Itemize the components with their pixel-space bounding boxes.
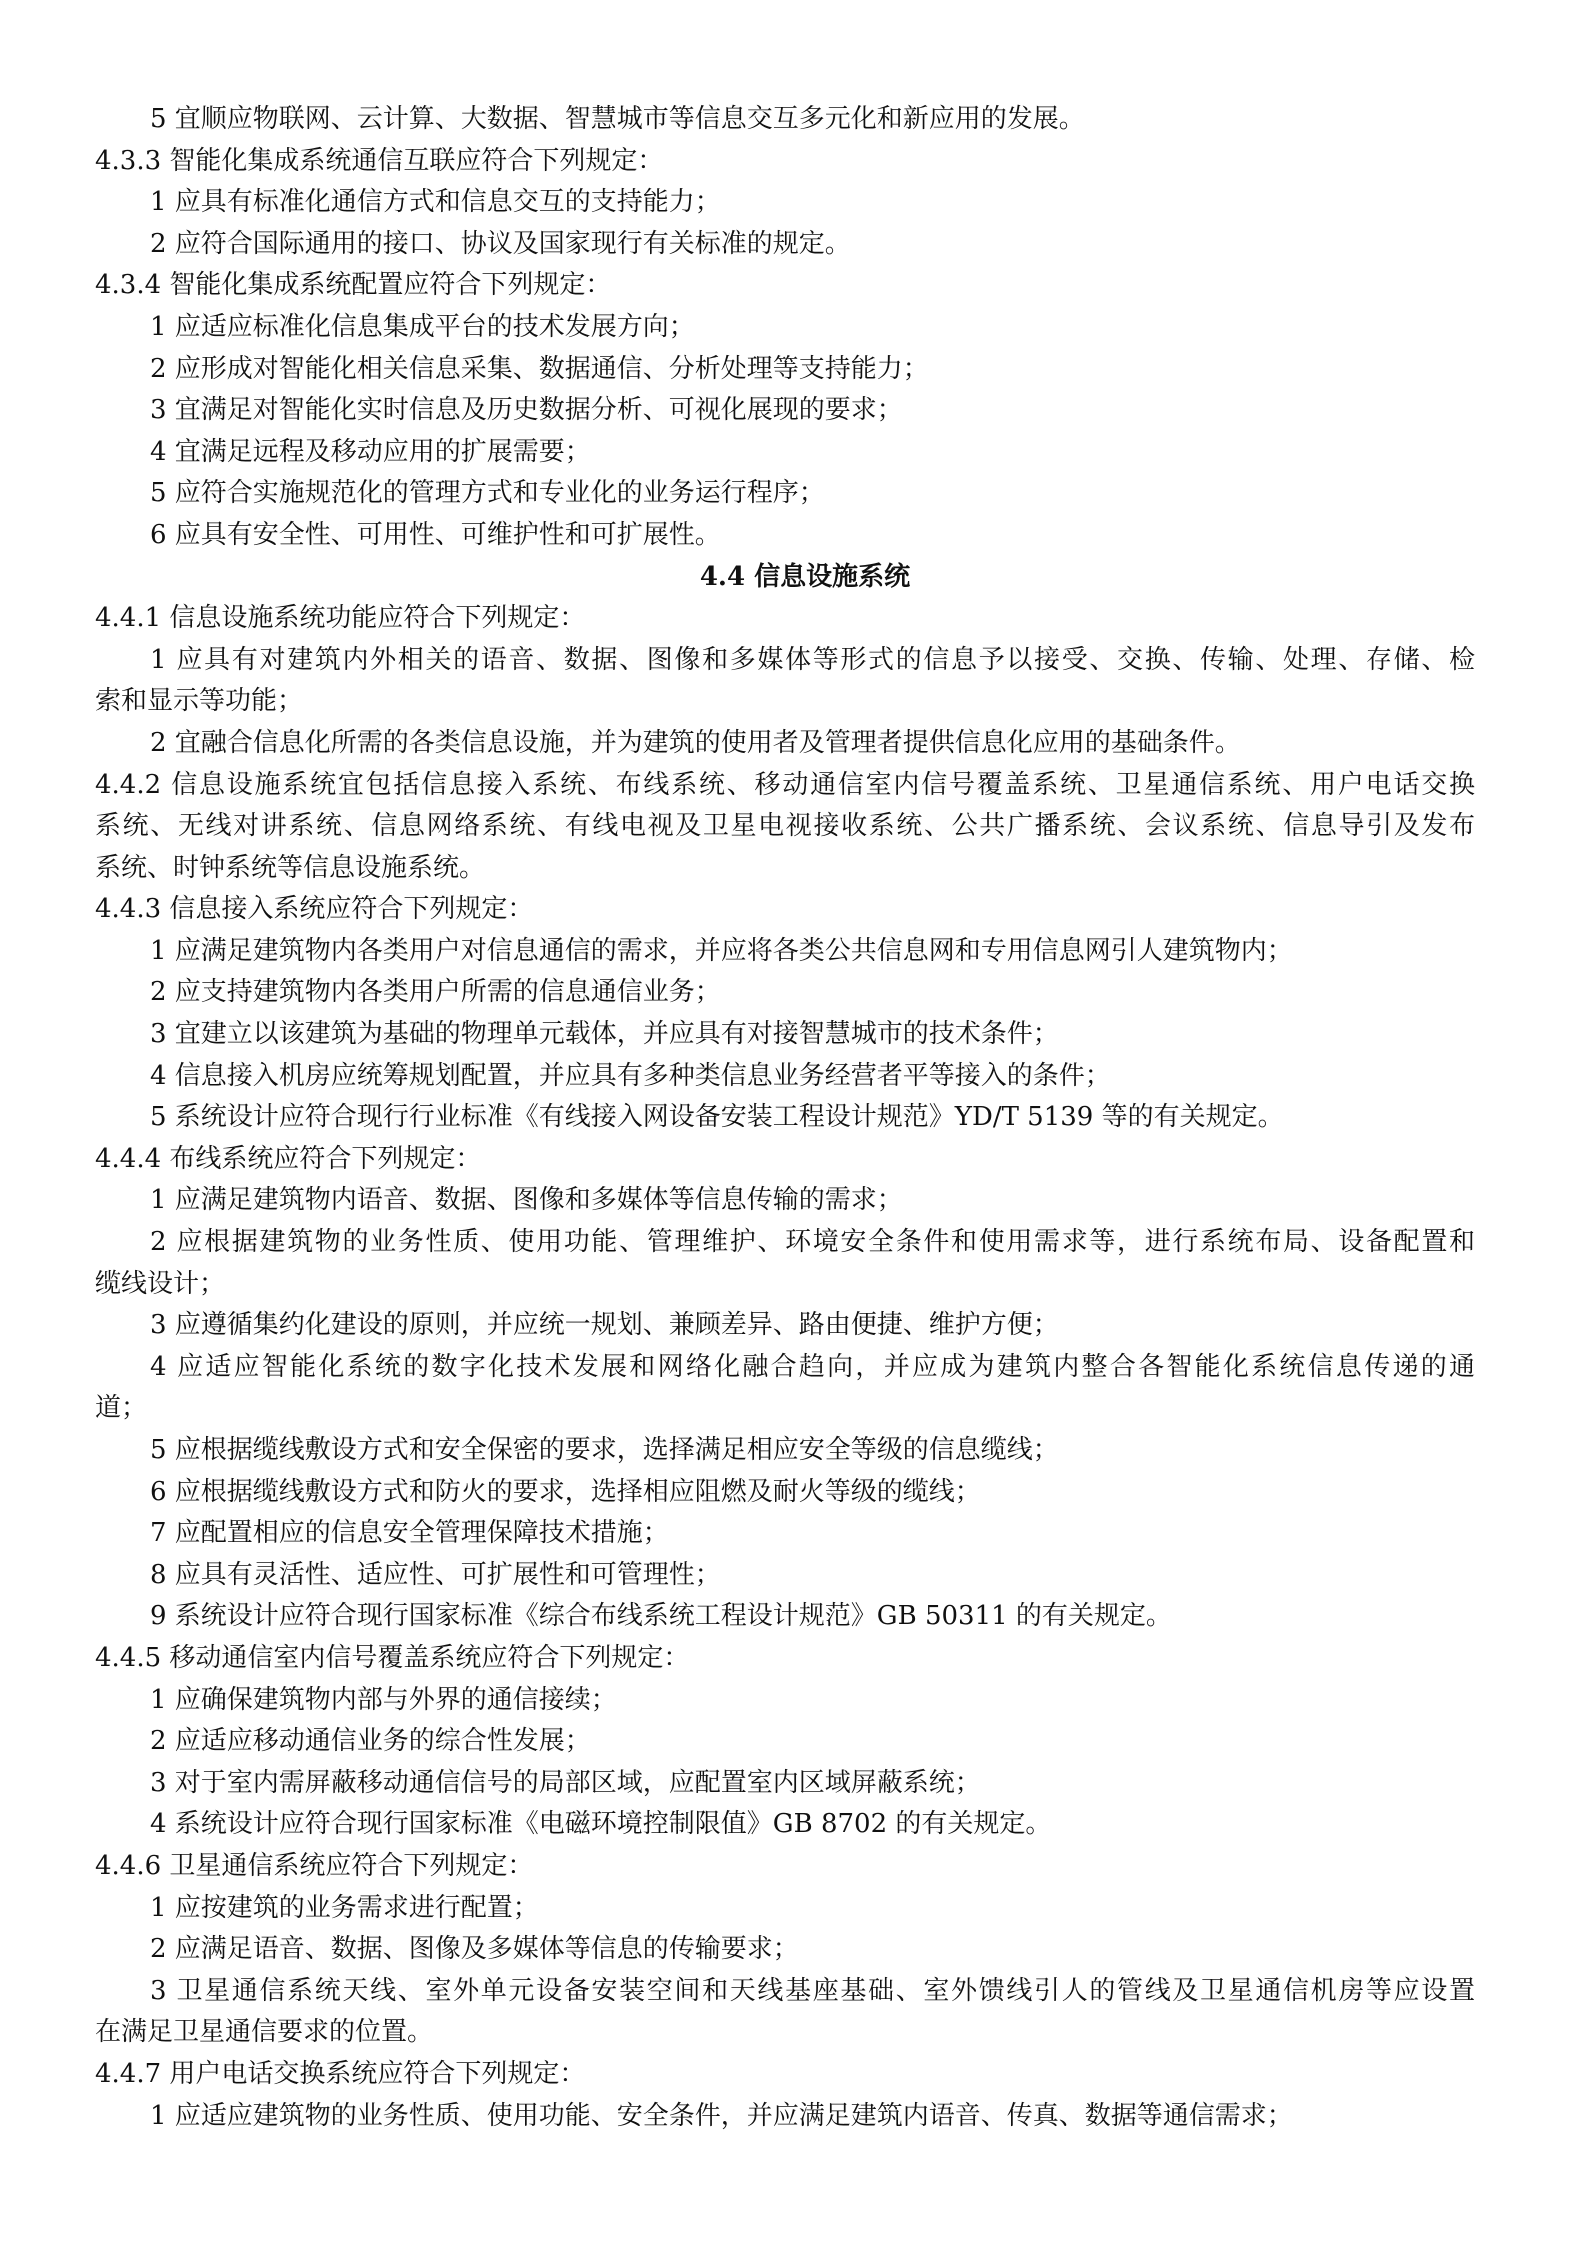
continuation-line: 系统、无线对讲系统、信息网络系统、有线电视及卫星电视接收系统、公共广播系统、会议系统、信息导引及发布 [95,811,1475,842]
list-item-line: 3 应遵循集约化建设的原则，并应统一规划、兼顾差异、路由便捷、维护方便； [150,1310,1059,1341]
continuation-line: 系统、时钟系统等信息设施系统。 [95,852,486,883]
list-item-line: 3 宜满足对智能化实时信息及历史数据分析、可视化展现的要求； [150,395,903,426]
list-item-line: 1 应按建筑的业务需求进行配置； [150,1892,539,1923]
continuation-line: 道； [95,1393,148,1424]
list-item-line: 2 应根据建筑物的业务性质、使用功能、管理维护、环境安全条件和使用需求等，进行系统布局、设备配置和 [150,1227,1475,1258]
list-item-line: 4 应适应智能化系统的数字化技术发展和网络化融合趋向，并应成为建筑内整合各智能化系统信息传递的通 [150,1351,1475,1382]
list-item-line: 9 系统设计应符合现行国家标准《综合布线系统工程设计规范》GB 50311 的有关规定。 [150,1601,1172,1632]
continuation-line: 索和显示等功能； [95,686,304,717]
clause-line: 4.4.1 信息设施系统功能应符合下列规定： [95,603,586,634]
list-item-line: 2 应支持建筑物内各类用户所需的信息通信业务； [150,977,721,1008]
continuation-line: 缆线设计； [95,1268,226,1299]
list-item-line: 4 信息接入机房应统筹规划配置，并应具有多种类信息业务经营者平等接入的条件； [150,1060,1111,1091]
section-heading: 4.4 信息设施系统 [699,561,911,592]
clause-line: 4.4.6 卫星通信系统应符合下列规定： [95,1850,534,1881]
list-item-line: 1 应具有标准化通信方式和信息交互的支持能力； [150,187,721,218]
list-item-line: 4 系统设计应符合现行国家标准《电磁环境控制限值》GB 8702 的有关规定。 [150,1809,1052,1840]
list-item-line: 7 应配置相应的信息安全管理保障技术措施； [150,1518,669,1549]
clause-line: 4.4.5 移动通信室内信号覆盖系统应符合下列规定： [95,1642,690,1673]
clause-line: 4.4.2 信息设施系统宜包括信息接入系统、布线系统、移动通信室内信号覆盖系统、卫星通信系统、用户电话交换 [95,769,1475,800]
list-item-line: 2 应符合国际通用的接口、协议及国家现行有关标准的规定。 [150,228,851,259]
clause-line: 4.4.3 信息接入系统应符合下列规定： [95,894,534,925]
list-item-line: 3 卫星通信系统天线、室外单元设备安装空间和天线基座基础、室外馈线引人的管线及卫星通信机房等应设置 [150,1975,1475,2006]
list-item-line: 1 应确保建筑物内部与外界的通信接续； [150,1684,617,1715]
list-item-line: 6 应具有安全性、可用性、可维护性和可扩展性。 [150,519,721,550]
list-item-line: 3 对于室内需屏蔽移动通信信号的局部区域，应配置室内区域屏蔽系统； [150,1767,981,1798]
continuation-line: 在满足卫星通信要求的位置。 [95,2017,434,2048]
clause-line: 4.3.3 智能化集成系统通信互联应符合下列规定： [95,145,664,176]
list-item-line: 5 应根据缆线敷设方式和安全保密的要求，选择满足相应安全等级的信息缆线； [150,1435,1059,1465]
list-item-line: 5 系统设计应符合现行行业标准《有线接入网设备安装工程设计规范》YD/T 5139 等的有关规定。 [150,1102,1284,1133]
list-item-line: 2 宜融合信息化所需的各类信息设施，并为建筑的使用者及管理者提供信息化应用的基础条件。 [150,727,1241,758]
clause-line: 4.4.4 布线系统应符合下列规定： [95,1143,482,1174]
list-item-line: 4 宜满足远程及移动应用的扩展需要； [150,436,591,467]
list-item-line: 6 应根据缆线敷设方式和防火的要求，选择相应阻燃及耐火等级的缆线； [150,1476,981,1507]
list-item-line: 5 宜顺应物联网、云计算、大数据、智慧城市等信息交互多元化和新应用的发展。 [150,104,1085,134]
list-item-line: 1 应适应标准化信息集成平台的技术发展方向； [150,311,695,342]
list-item-line: 1 应具有对建筑内外相关的语音、数据、图像和多媒体等形式的信息予以接受、交换、传输、处理、存储、检 [150,644,1475,675]
list-item-line: 2 应适应移动通信业务的综合性发展； [150,1726,591,1757]
clause-line: 4.4.7 用户电话交换系统应符合下列规定： [95,2058,586,2089]
list-item-line: 2 应满足语音、数据、图像及多媒体等信息的传输要求； [150,1934,799,1965]
list-item-line: 1 应适应建筑物的业务性质、使用功能、安全条件，并应满足建筑内语音、传真、数据等通信需求； [150,2100,1293,2131]
list-item-line: 1 应满足建筑物内各类用户对信息通信的需求，并应将各类公共信息网和专用信息网引人建筑物内； [150,935,1293,966]
list-item-line: 5 应符合实施规范化的管理方式和专业化的业务运行程序； [150,478,825,509]
list-item-line: 1 应满足建筑物内语音、数据、图像和多媒体等信息传输的需求； [150,1185,903,1216]
document-page [95,99,1475,2137]
list-item-line: 3 宜建立以该建筑为基础的物理单元载体，并应具有对接智慧城市的技术条件； [150,1019,1059,1050]
clause-line: 4.3.4 智能化集成系统配置应符合下列规定： [95,270,612,301]
list-item-line: 8 应具有灵活性、适应性、可扩展性和可管理性； [150,1559,721,1590]
list-item-line: 2 应形成对智能化相关信息采集、数据通信、分析处理等支持能力； [150,353,929,384]
